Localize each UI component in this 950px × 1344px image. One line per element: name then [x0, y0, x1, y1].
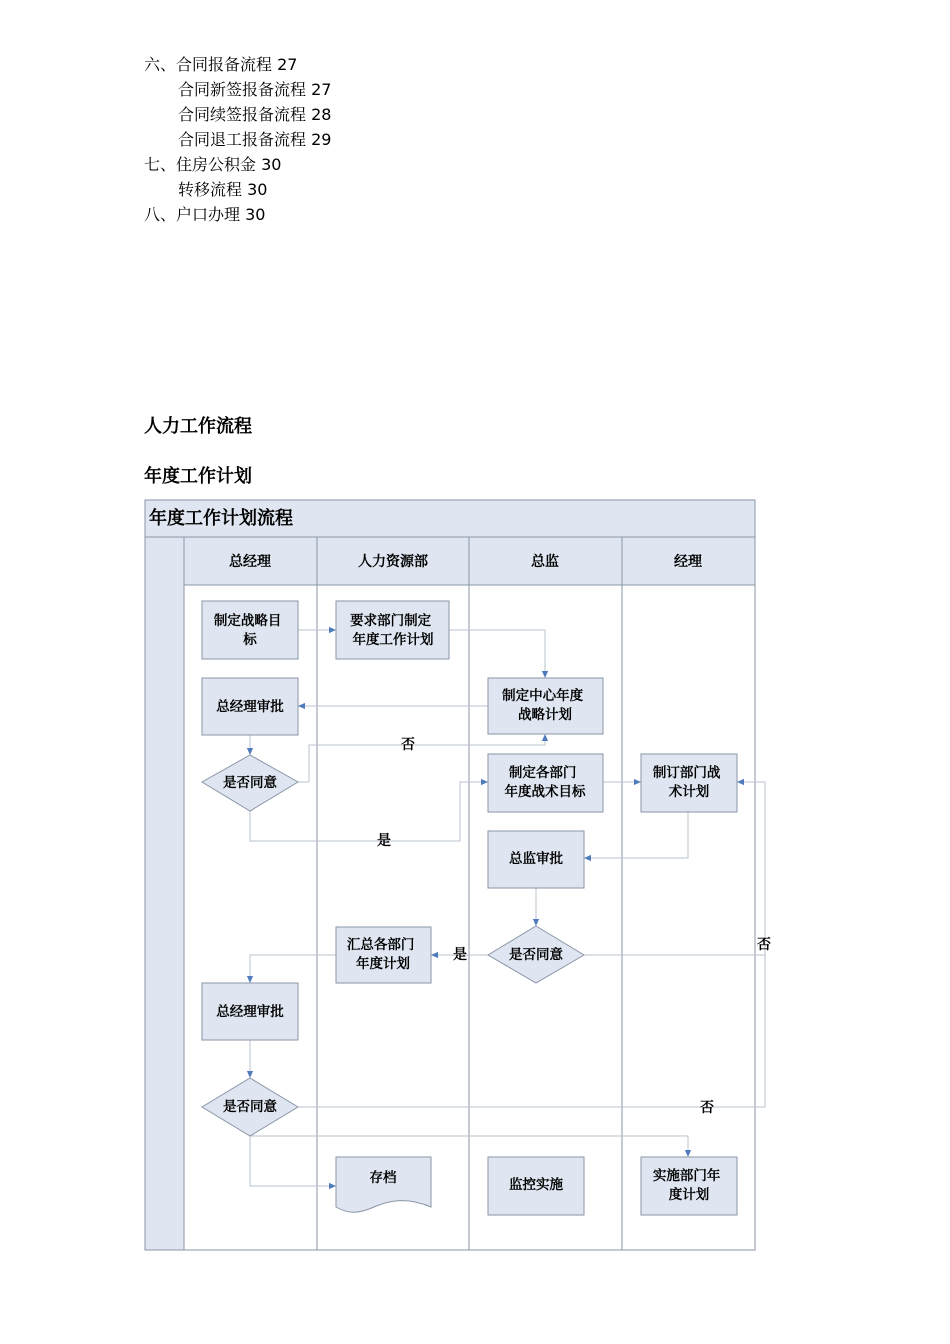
lane-header: 总经理: [229, 554, 271, 570]
edge-label-yes: 是: [453, 947, 467, 963]
node-label: 监控实施: [509, 1177, 563, 1193]
lane-header: 经理: [674, 554, 702, 570]
node-label: 制定战略目 标: [213, 613, 282, 648]
node-label: 是否同意: [509, 947, 563, 963]
process-box: [336, 601, 449, 659]
node-label: 总监审批: [509, 851, 563, 867]
toc-item[interactable]: 合同新签报备流程 27: [178, 80, 332, 99]
node-label: 实施部门年 度计划: [652, 1168, 721, 1203]
process-box: [641, 754, 737, 812]
node-label: 总经理审批: [216, 699, 284, 715]
toc-item[interactable]: 八、户口办理 30: [144, 205, 266, 224]
node-label: 制订部门战 术计划: [652, 765, 721, 800]
toc-item[interactable]: 七、住房公积金 30: [144, 155, 282, 174]
toc-item[interactable]: 合同续签报备流程 28: [178, 105, 332, 124]
process-box: [488, 754, 603, 812]
edge-label-yes: 是: [377, 833, 391, 849]
toc-item[interactable]: 六、合同报备流程 27: [144, 55, 298, 74]
node-label: 制定中心年度 战略计划: [502, 688, 584, 723]
lane-header: 总监: [531, 554, 559, 570]
lane-header: 人力资源部: [358, 554, 428, 570]
node-label: 汇总各部门 年度计划: [346, 937, 415, 972]
process-box: [641, 1157, 737, 1215]
process-box: [202, 601, 298, 659]
subsection-heading: 年度工作计划: [144, 466, 252, 487]
edge-label-no: 否: [401, 737, 415, 753]
toc-item[interactable]: 合同退工报备流程 29: [178, 130, 332, 149]
toc-item[interactable]: 转移流程 30: [178, 180, 268, 199]
node-label: 要求部门制定 年度工作计划: [350, 613, 434, 648]
process-box: [336, 927, 431, 983]
node-label: 是否同意: [223, 1099, 277, 1115]
node-label: 制定各部门 年度战术目标: [504, 765, 586, 800]
edge-label-no: 否: [757, 937, 771, 953]
process-box: [488, 678, 603, 734]
node-label: 总经理审批: [216, 1004, 284, 1020]
section-heading: 人力工作流程: [144, 416, 252, 437]
edge-label-no: 否: [700, 1100, 714, 1116]
node-label: 是否同意: [223, 775, 277, 791]
flowchart-title: 年度工作计划流程: [149, 508, 293, 529]
node-label: 存档: [369, 1170, 397, 1186]
left-strip: [145, 537, 184, 1250]
